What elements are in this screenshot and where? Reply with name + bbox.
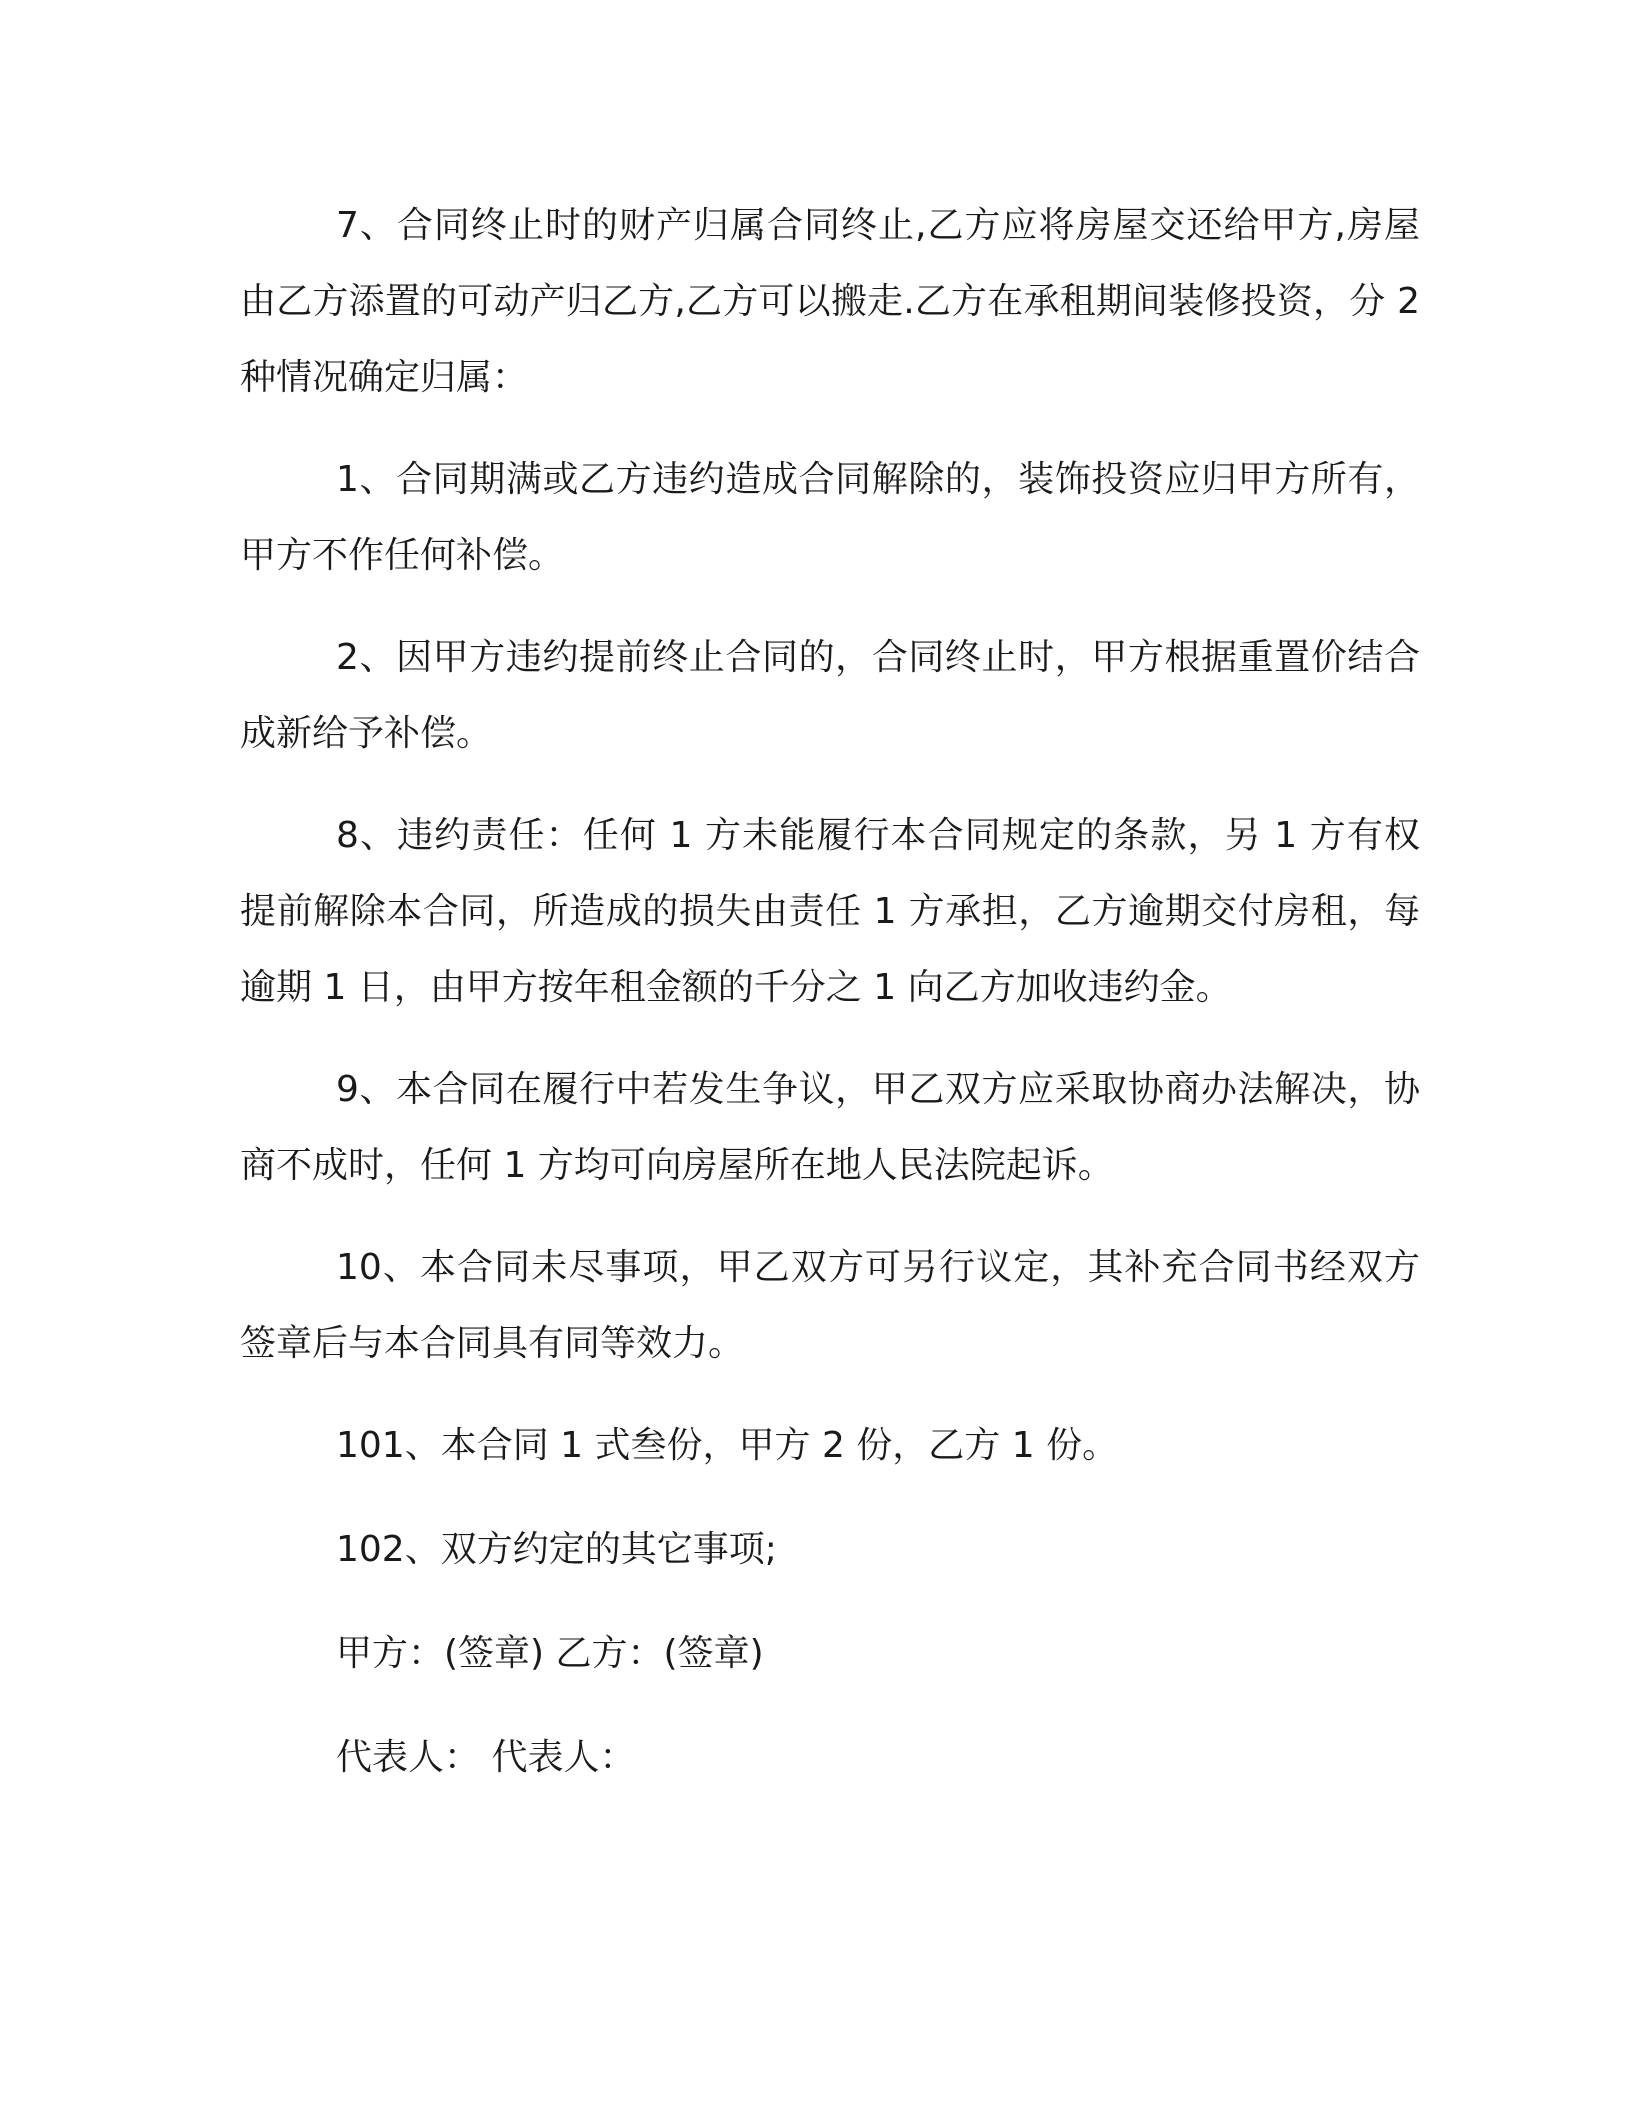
signature-line: 甲方：(签章) 乙方：(签章) <box>336 1633 764 1674</box>
paragraph-clause-101: 101、本合同 1 式叁份，甲方 2 份，乙方 1 份。 <box>336 1425 1119 1466</box>
paragraph-clause-10: 10、本合同未尽事项，甲乙双方可另行议定，其补充合同书经双方签章后与本合同具有同等效力。 <box>240 1247 1420 1364</box>
paragraph-clause-102: 102、双方约定的其它事项; <box>336 1529 777 1570</box>
paragraph-clause-7-1: 1、合同期满或乙方违约造成合同解除的，装饰投资应归甲方所有，甲方不作任何补偿。 <box>240 459 1420 576</box>
paragraph-clause-7: 7、合同终止时的财产归属合同终止,乙方应将房屋交还给甲方,房屋由乙方添置的可动产归乙方,乙方可以搬走.乙方在承租期间装修投资，分 2 种情况确定归属： <box>240 205 1420 398</box>
paragraph-clause-7-2: 2、因甲方违约提前终止合同的，合同终止时，甲方根据重置价结合成新给予补偿。 <box>240 637 1420 754</box>
document-body <box>240 188 1420 1824</box>
paragraph-clause-8: 8、违约责任：任何 1 方未能履行本合同规定的条款，另 1 方有权提前解除本合同，所造成的损失由责任 1 方承担，乙方逾期交付房租，每逾期 1 日，由甲方按年租金额的千分之 1 向乙方加收违约金。 <box>240 815 1420 1008</box>
paragraph-clause-9: 9、本合同在履行中若发生争议，甲乙双方应采取协商办法解决，协商不成时，任何 1 方均可向房屋所在地人民法院起诉。 <box>240 1069 1420 1186</box>
representative-line: 代表人： 代表人： <box>336 1737 636 1778</box>
